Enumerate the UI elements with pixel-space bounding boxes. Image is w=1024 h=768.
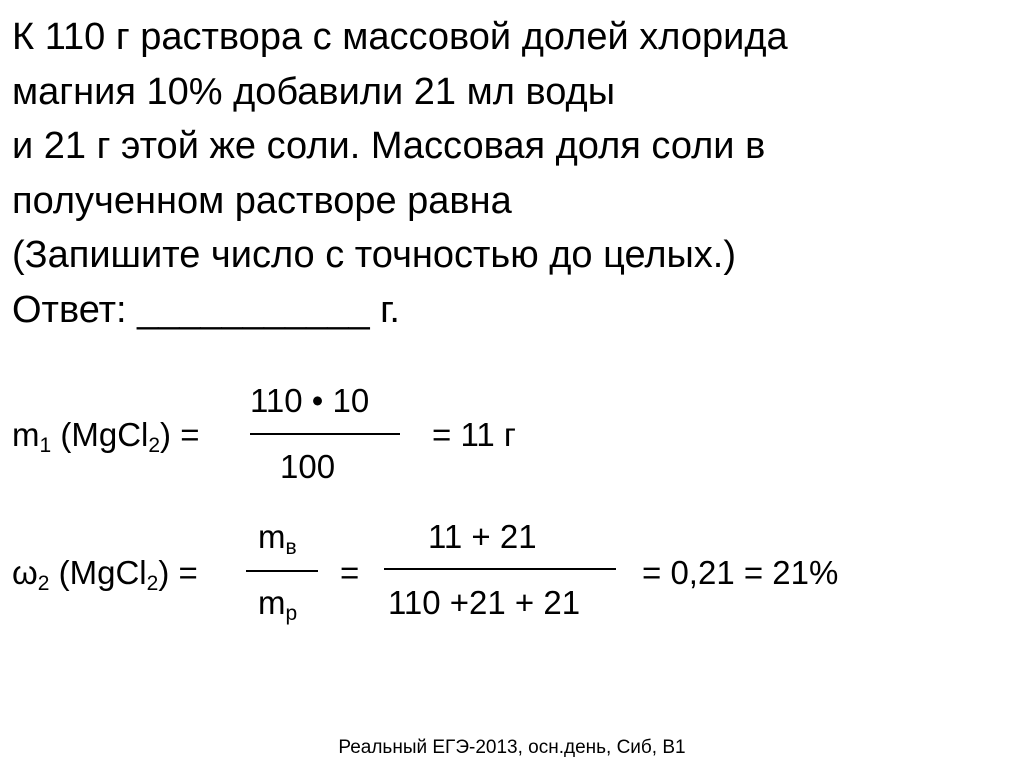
problem-text bbox=[12, 10, 1012, 337]
eq2-numerator: 11 + 21 bbox=[428, 518, 537, 555]
eq2-result: = 0,21 = 21% bbox=[642, 554, 839, 591]
source-footer: Реальный ЕГЭ-2013, осн.день, Сиб, В1 bbox=[338, 737, 686, 758]
eq2-symbol: ω bbox=[12, 554, 38, 591]
eq1-compound-sub: 2 bbox=[148, 434, 161, 457]
eq1-compound: (MgCl bbox=[60, 416, 149, 453]
eq2-compound: (MgCl bbox=[58, 554, 147, 591]
eq1-denominator: 100 bbox=[280, 448, 336, 485]
eq1-equals: = bbox=[180, 416, 200, 453]
eq2-equals: = bbox=[178, 554, 198, 591]
eq2-formula-denominator bbox=[258, 584, 298, 625]
answer-line: Ответ: ___________ г. bbox=[12, 288, 400, 331]
eq1-symbol: m bbox=[12, 416, 40, 453]
eq2-fraction-bar bbox=[384, 568, 616, 570]
eq2-formula-den-symbol: m bbox=[258, 584, 286, 621]
problem-line-5: (Запишите число с точностью до целых.) bbox=[12, 234, 737, 276]
eq2-close: ) bbox=[158, 554, 170, 591]
eq2-formula-num-sub: в bbox=[285, 536, 297, 559]
eq2-formula-numerator bbox=[258, 518, 297, 559]
eq2-compound-sub: 2 bbox=[146, 572, 159, 595]
eq1-numerator: 110 • 10 bbox=[250, 382, 370, 419]
eq1-lhs bbox=[12, 416, 200, 457]
problem-line-2: магния 10% добавили 21 мл воды bbox=[12, 70, 616, 113]
eq1-symbol-sub: 1 bbox=[39, 434, 52, 457]
eq2-formula-num-symbol: m bbox=[258, 518, 286, 555]
eq2-formula-fraction-bar bbox=[246, 570, 318, 572]
eq2-equals-2: = bbox=[340, 554, 360, 591]
eq2-denominator: 110 +21 + 21 bbox=[388, 584, 581, 621]
eq1-result: = 11 г bbox=[432, 416, 516, 453]
problem-line-1: К 110 г раствора с массовой долей хлорида bbox=[12, 16, 788, 58]
eq2-formula-den-sub: р bbox=[285, 602, 298, 625]
eq1-close: ) bbox=[160, 416, 172, 453]
eq1-fraction-bar bbox=[250, 433, 400, 435]
eq2-symbol-sub: 2 bbox=[37, 572, 50, 595]
eq2-lhs bbox=[12, 554, 198, 595]
problem-line-4: полученном растворе равна bbox=[12, 179, 512, 222]
problem-line-3: и 21 г этой же соли. Массовая доля соли в bbox=[12, 125, 766, 167]
